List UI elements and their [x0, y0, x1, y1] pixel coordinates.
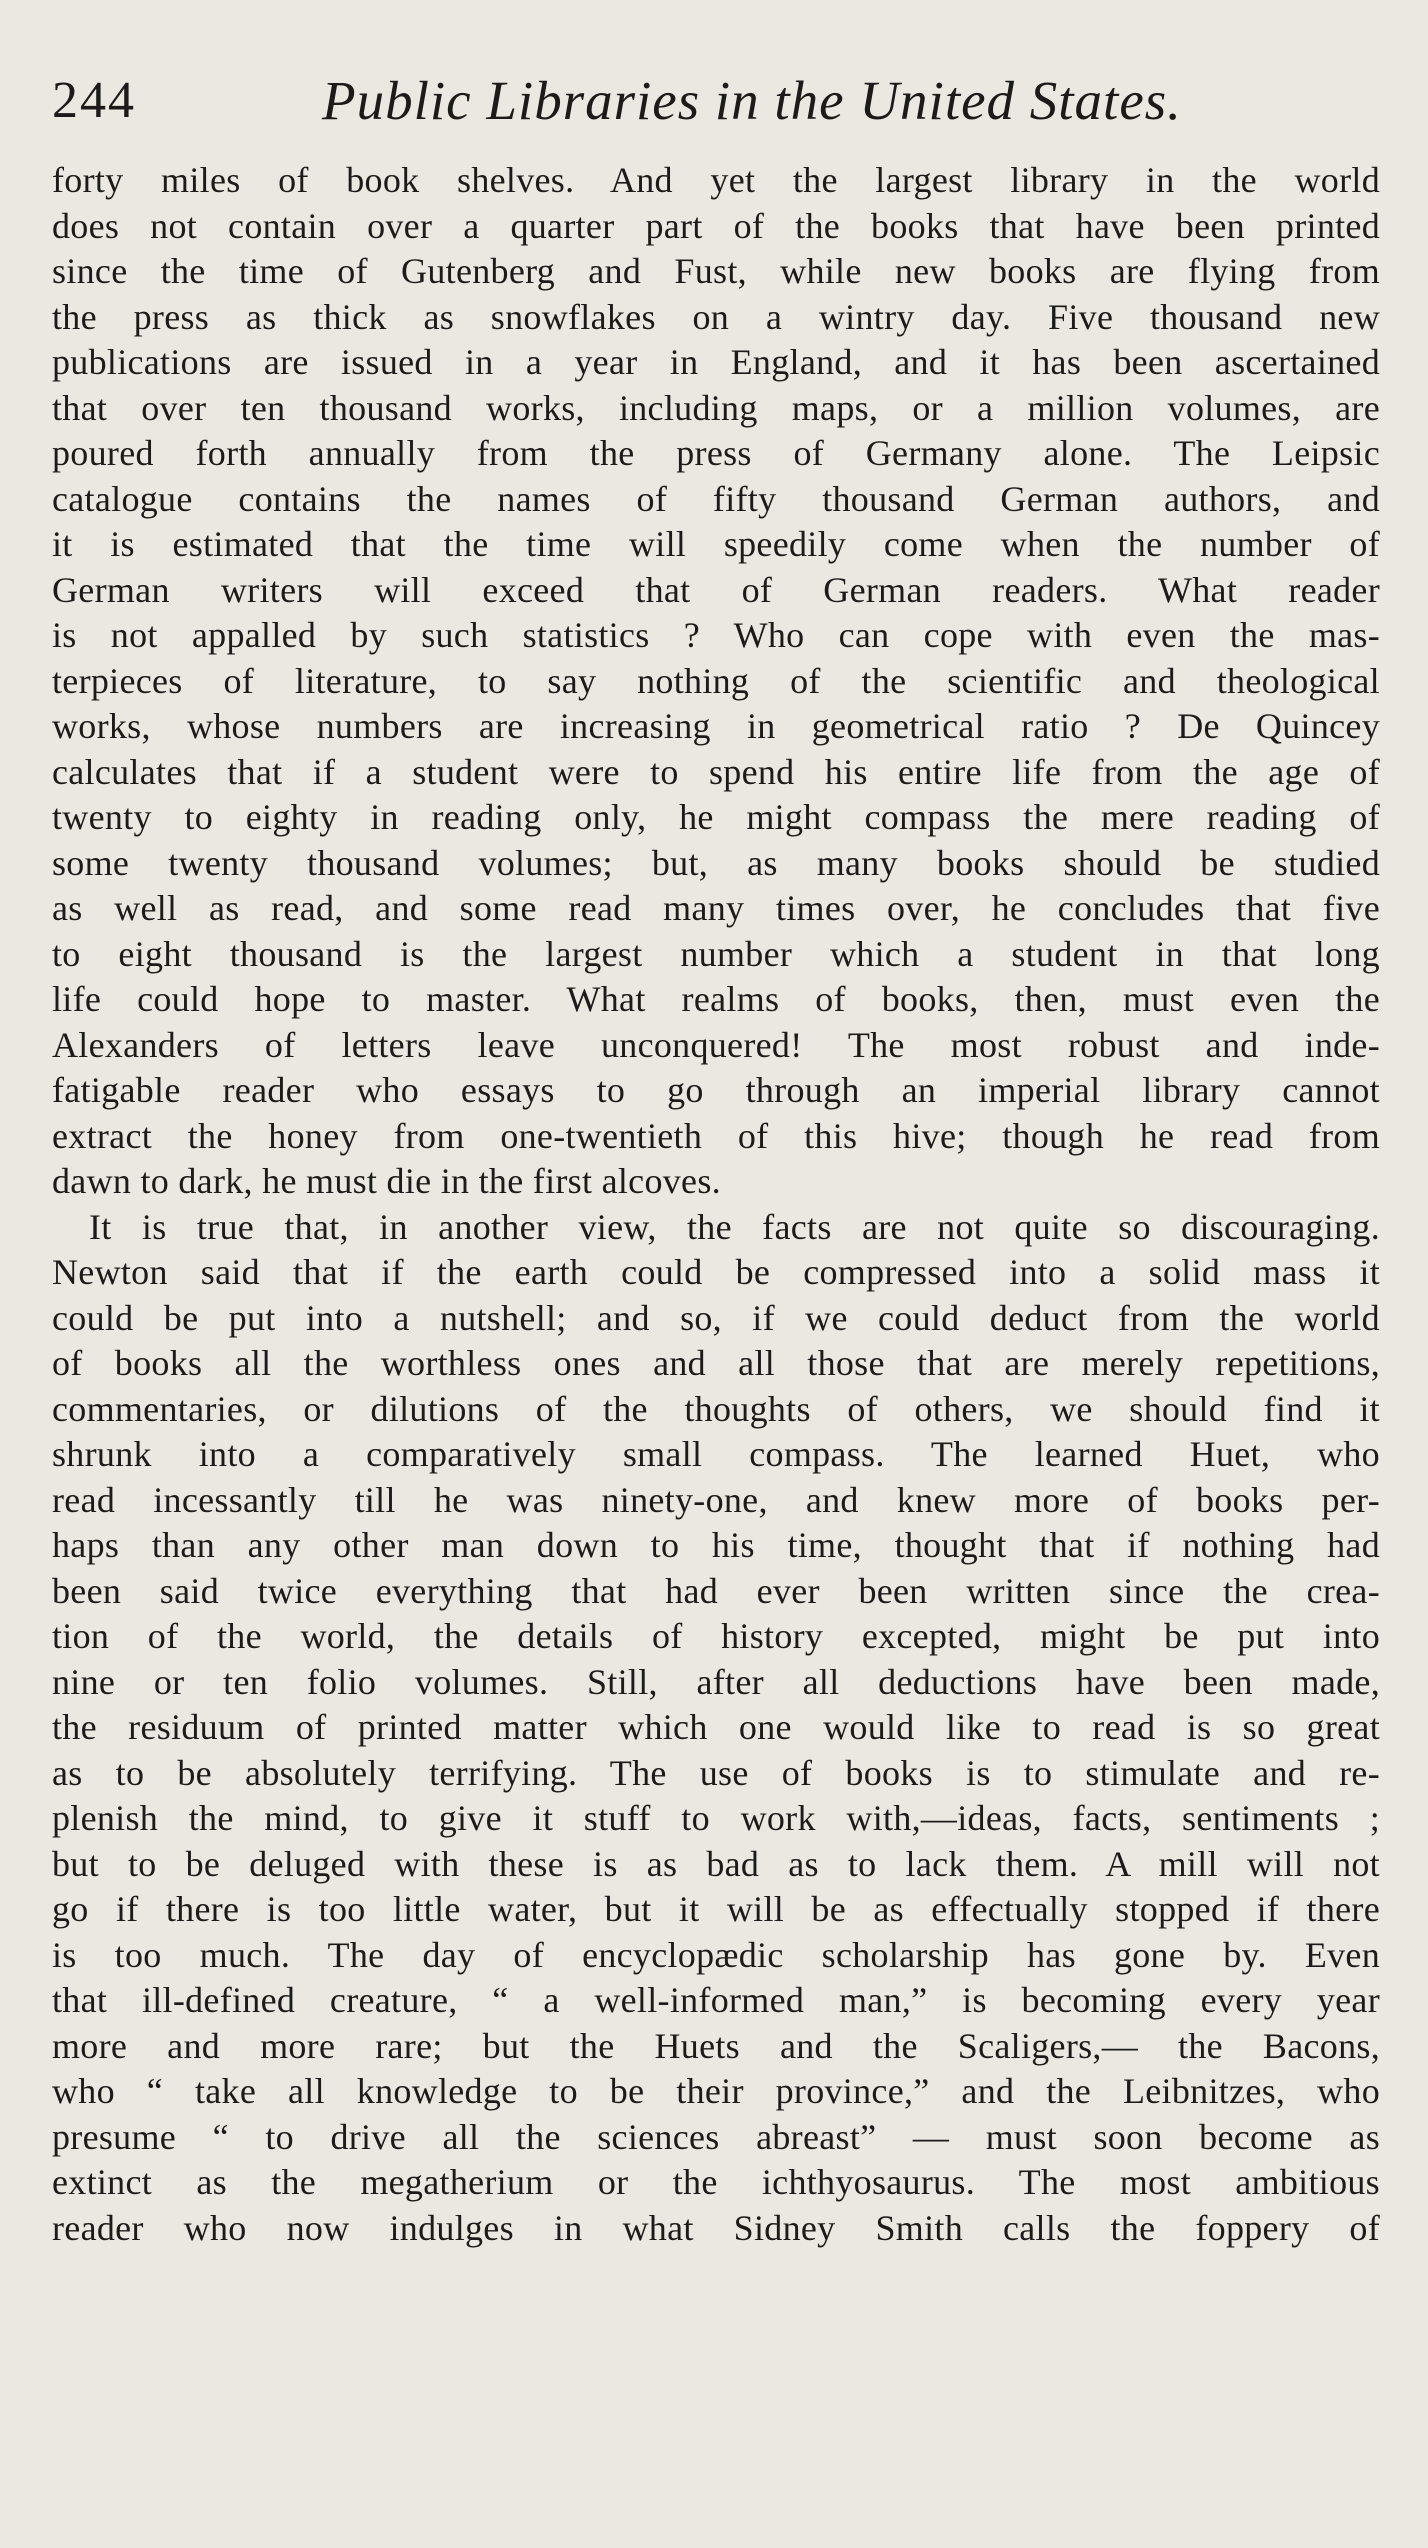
text-line: the press as thick as snowflakes on a wintry day. Five thousand new — [52, 296, 1380, 337]
text-line: of books all the worthless ones and all those that are merely repetitions, — [52, 1343, 1380, 1383]
text-line: Newton said that if the earth could be compressed into a solid mass it — [52, 1252, 1380, 1292]
text-line: reader who now indulges in what Sidney Smith calls the foppery of — [52, 2207, 1380, 2248]
body-text — [52, 158, 1380, 2251]
text-line: forty miles of book shelves. And yet the largest library in the world — [52, 160, 1380, 200]
text-line: works, whose numbers are increasing in geometrical ratio ? De Quincey — [52, 706, 1380, 746]
text-line: extinct as the megatherium or the ichthyosaurus. The most ambitious — [52, 2162, 1380, 2202]
text-line: tion of the world, the details of history excepted, might be put into — [52, 1616, 1380, 1656]
text-line: commentaries, or dilutions of the thoughts of others, we should find it — [52, 1388, 1380, 1429]
text-line: publications are issued in a year in England, and it has been ascertained — [52, 342, 1380, 382]
text-line: dawn to dark, he must die in the first alcoves. — [52, 1161, 721, 1201]
text-line: does not contain over a quarter part of the books that have been printed — [52, 205, 1380, 246]
text-line: calculates that if a student were to spend his entire life from the age of — [52, 751, 1380, 792]
text-line: read incessantly till he was ninety-one, and knew more of books per- — [52, 1479, 1380, 1520]
text-line: some twenty thousand volumes; but, as many books should be studied — [52, 842, 1380, 883]
text-line: nine or ten folio volumes. Still, after all deductions have been made, — [52, 1661, 1380, 1702]
text-line: German writers will exceed that of German readers. What reader — [52, 569, 1380, 610]
text-line: as to be absolutely terrifying. The use of books is to stimulate and re- — [52, 1752, 1380, 1793]
text-line: is too much. The day of encyclopædic scholarship has gone by. Even — [52, 1934, 1380, 1975]
text-line: presume “ to drive all the sciences abreast” — must soon become as — [52, 2116, 1380, 2157]
text-line: It is true that, in another view, the facts are not quite so discouraging. — [89, 1206, 1380, 1247]
text-line: twenty to eighty in reading only, he might compass the mere reading of — [52, 797, 1380, 837]
text-line: the residuum of printed matter which one would like to read is so great — [52, 1707, 1380, 1747]
text-line: extract the honey from one-twentieth of this hive; though he read from — [52, 1115, 1380, 1156]
text-line: that ill-defined creature, “ a well-informed man,” is becoming every year — [52, 1980, 1380, 2020]
text-line: but to be deluged with these is as bad as to lack them. A mill will not — [52, 1843, 1380, 1884]
text-line: fatigable reader who essays to go through an imperial library cannot — [52, 1070, 1380, 1110]
text-line: haps than any other man down to his time, thought that if nothing had — [52, 1525, 1380, 1565]
running-title: Public Libraries in the United States. — [322, 70, 1182, 131]
text-line: plenish the mind, to give it stuff to work with,—ideas, facts, sentiments ; — [52, 1798, 1380, 1838]
text-line: is not appalled by such statistics ? Who can cope with even the mas- — [52, 615, 1380, 655]
text-line: go if there is too little water, but it will be as effectually stopped if there — [52, 1889, 1380, 1929]
text-line: been said twice everything that had ever been written since the crea- — [52, 1570, 1380, 1611]
text-line: Alexanders of letters leave unconquered! The most robust and inde- — [52, 1024, 1380, 1065]
text-line: shrunk into a comparatively small compass. The learned Huet, who — [52, 1434, 1380, 1474]
text-line: terpieces of literature, to say nothing of the scientific and theological — [52, 660, 1380, 701]
text-line: poured forth annually from the press of Germany alone. The Leipsic — [52, 433, 1380, 473]
text-line: could be put into a nutshell; and so, if we could deduct from the world — [52, 1297, 1380, 1338]
text-line: life could hope to master. What realms of books, then, must even the — [52, 979, 1380, 1019]
text-line: as well as read, and some read many times over, he concludes that five — [52, 888, 1380, 928]
text-line: more and more rare; but the Huets and the Scaligers,— the Bacons, — [52, 2025, 1380, 2066]
text-line: that over ten thousand works, including maps, or a million volumes, are — [52, 387, 1380, 428]
text-line: to eight thousand is the largest number which a student in that long — [52, 933, 1380, 974]
page-number: 244 — [52, 72, 136, 129]
text-line: who “ take all knowledge to be their province,” and the Leibnitzes, who — [52, 2071, 1380, 2111]
text-line: it is estimated that the time will speedily come when the number of — [52, 524, 1380, 564]
text-line: since the time of Gutenberg and Fust, while new books are flying from — [52, 251, 1380, 291]
text-line: catalogue contains the names of fifty thousand German authors, and — [52, 478, 1380, 519]
page-header — [52, 66, 1392, 136]
